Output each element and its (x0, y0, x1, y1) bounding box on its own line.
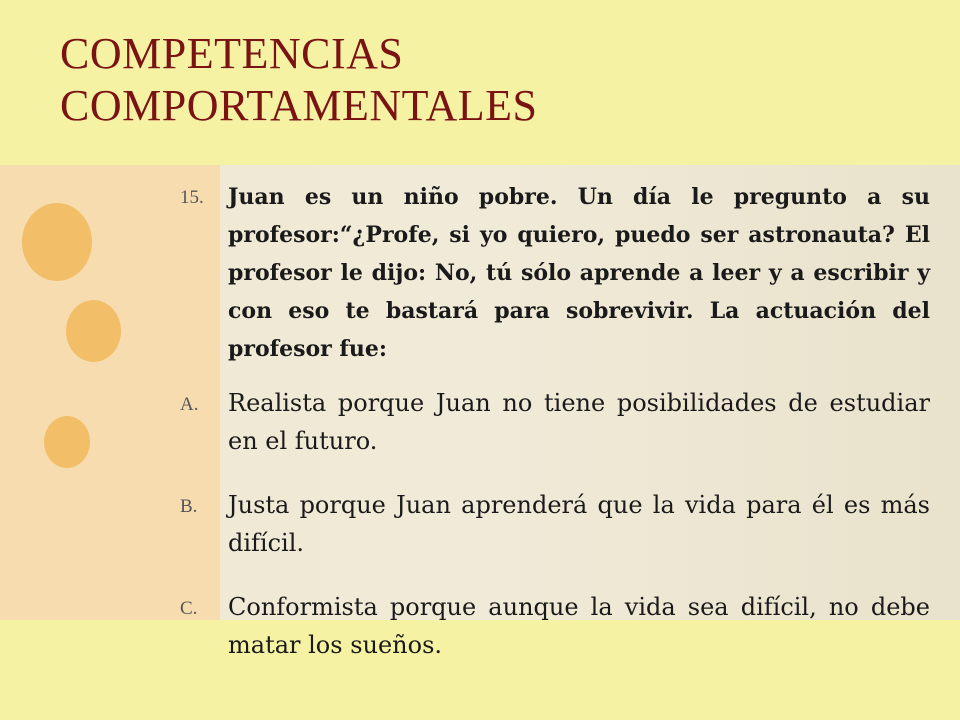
question-text: Juan es un niño pobre. Un día le pregunto a su profesor:“¿Profe, si yo quiero, puedo ser astronauta? El profesor le dijo: No, tú sólo aprende a leer y a escribir y con eso te bastará para sobrevivir. La actuación del profesor fue: (228, 184, 930, 362)
slide-title-line2: COMPORTAMENTALES (60, 81, 538, 130)
decor-circle-small (44, 416, 90, 468)
option-b-letter: B. (180, 496, 198, 517)
option-b-text: Justa porque Juan aprenderá que la vida para él es más difícil. (228, 491, 930, 557)
decor-circle-large (22, 203, 92, 281)
option-b (180, 486, 930, 562)
slide-title (60, 28, 920, 132)
decor-circle-medium (66, 300, 121, 362)
question-number: 15. (180, 187, 204, 208)
option-a (180, 384, 930, 460)
option-c-letter: C. (180, 598, 198, 619)
option-a-text: Realista porque Juan no tiene posibilidades de estudiar en el futuro. (228, 389, 930, 455)
option-a-letter: A. (180, 394, 199, 415)
question-block (180, 178, 930, 664)
option-c (180, 588, 930, 664)
slide-title-line1: COMPETENCIAS (60, 29, 404, 78)
option-c-text: Conformista porque aunque la vida sea difícil, no debe matar los sueños. (228, 593, 930, 659)
question-item (180, 178, 930, 368)
